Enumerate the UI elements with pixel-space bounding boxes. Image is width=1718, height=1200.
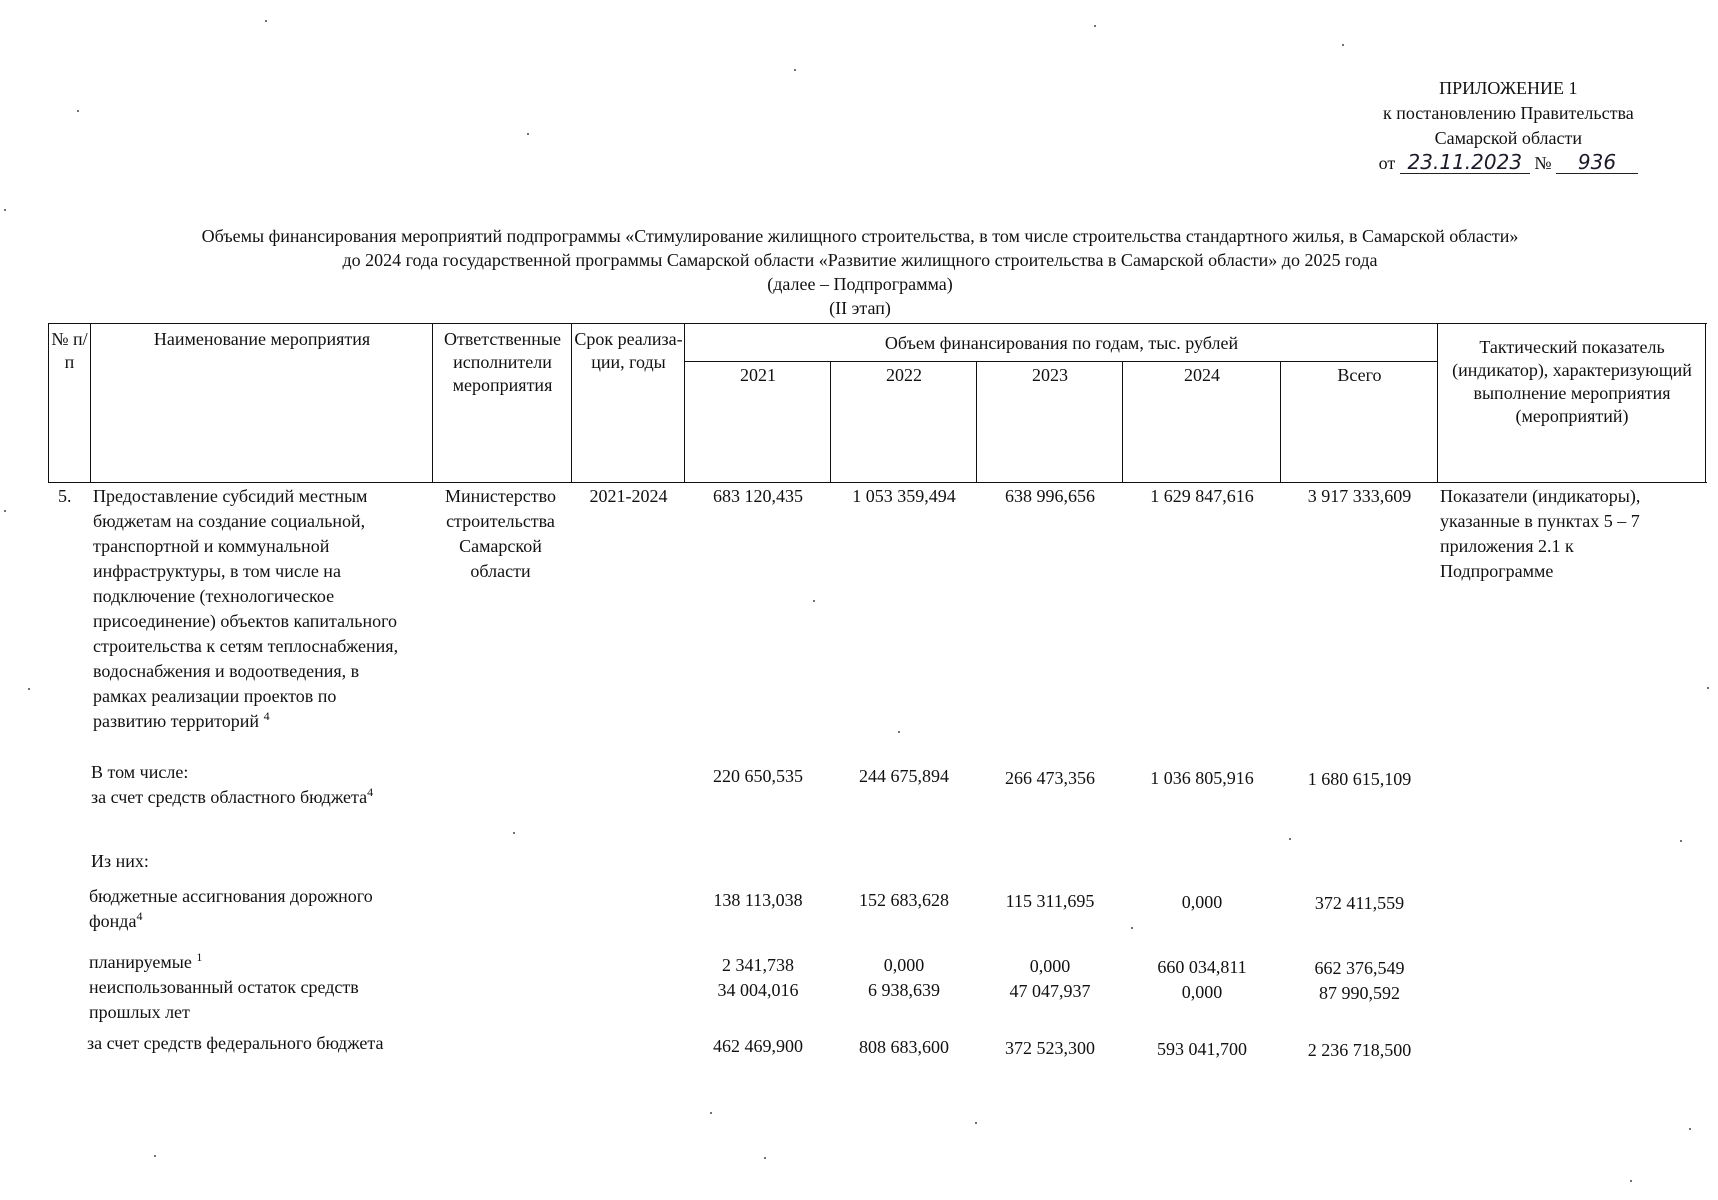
scan-speck [154,1155,156,1157]
value-2024: 660 034,811 [1157,957,1247,977]
value-2023: 115 311,695 [1005,891,1095,911]
footnote-mark: 4 [367,785,374,799]
value-2021: 683 120,435 [713,486,803,506]
row-executor: Министерство строительства Самарской области [445,486,556,581]
scan-speck [1094,25,1096,27]
scan-speck [1680,840,1682,842]
header-term: Срок реализа-ции, годы [574,329,683,372]
header-name: Наименование мероприятия [153,329,371,349]
scan-speck [527,133,529,135]
header-year-2023: 2023 [1032,365,1068,385]
value-total: 372 411,559 [1314,893,1405,913]
grid-line [684,361,1437,362]
footnote-mark: 4 [263,709,270,723]
grid-line [1122,361,1123,482]
regional-budget-text [91,785,409,810]
scan-speck [4,510,6,512]
value-2022: 808 683,600 [859,1037,949,1057]
grid-line [90,324,91,482]
value-total: 2 236 718,500 [1307,1040,1412,1060]
value-2021: 220 650,535 [713,766,803,786]
scan-speck [77,110,79,112]
road-fund-text: бюджетные ассигнования дорожного фонда [89,886,373,931]
value-2024: 593 041,700 [1157,1039,1247,1059]
value-total: 1 680 615,109 [1307,769,1412,789]
grid-line [1437,324,1438,482]
scan-speck [764,1157,766,1159]
scan-speck [1630,1180,1632,1182]
including-label: В том числе: [91,762,189,782]
header-year-2022: 2022 [886,365,922,385]
of-them-label: Из них: [91,851,149,871]
row-number: 5. [58,486,72,506]
title-line-1: Объемы финансирования мероприятий подпрограммы «Стимулирование жилищного строительства, в том числе строительства стандартного жилья, в Самарской области» [201,226,1519,246]
grid-line [571,324,572,482]
value-total: 662 376,549 [1314,958,1405,978]
footnote-mark: 4 [136,909,143,923]
value-2023: 47 047,937 [1009,981,1091,1001]
value-2024: 1 629 847,616 [1150,486,1254,506]
appendix-resolution: к постановлению Правительства [1382,103,1634,123]
header-num: № п/п [51,329,88,372]
scan-speck [710,1112,712,1114]
footnote-mark: 1 [196,950,203,964]
grid-line [684,324,685,482]
appendix-title: ПРИЛОЖЕНИЕ 1 [1439,78,1578,98]
value-total: 3 917 333,609 [1307,486,1412,506]
row-name-text: Предоставление субсидий местным бюджетам на создание социальной, транспортной и коммунальной инфраструктуры, в том числе на подключение (технологическое присоединение) объектов капитального строительства к сетям теплоснабжения, водоснабжения и водоотведения, в рамках реализации проектов по развитию территорий [93,486,399,731]
road-fund-label [89,884,419,934]
value-2024: 0,000 [1181,892,1223,912]
scan-speck [1689,1128,1691,1130]
value-2024: 0,000 [1181,982,1223,1002]
appendix-block [1379,76,1638,176]
from-label: от [1378,153,1396,173]
table-header [48,323,1707,483]
scan-speck [265,20,267,22]
header-financing: Объем финансирования по годам, тыс. рублей [884,333,1239,353]
value-2023: 266 473,356 [1005,768,1095,788]
title-line-2: до 2024 года государственной программы Самарской области «Развитие жилищного строительства в Самарской области» до 2025 года [342,250,1378,270]
scan-speck [28,688,30,690]
row-term: 2021-2024 [589,486,668,506]
title-line-4: (II этап) [829,298,891,318]
value-2023: 0,000 [1029,956,1071,976]
value-total: 87 990,592 [1319,983,1400,1003]
appendix-date-number-line [1379,151,1638,176]
handwritten-number: 936 [1556,151,1638,174]
header-year-2024: 2024 [1184,365,1220,385]
value-2021: 2 341,738 [722,955,794,975]
scan-speck [975,1122,977,1124]
header-executors: Ответственные исполнители мероприятия [444,329,561,395]
scan-speck [1342,44,1344,46]
scan-speck [898,731,900,733]
value-2021: 138 113,038 [713,890,803,910]
value-2021: 462 469,900 [713,1036,803,1056]
scan-speck [4,209,6,211]
number-label: № [1534,153,1552,173]
regional-budget-label [91,760,409,810]
scan-speck [1131,927,1133,929]
value-2023: 372 523,300 [1005,1038,1095,1058]
value-2021: 34 004,016 [717,980,799,1000]
value-2023: 638 996,656 [1005,486,1095,506]
row-indicator: Показатели (индикаторы), указанные в пунктах 5 – 7 приложения 2.1 к Подпрограмме [1440,486,1641,581]
scan-speck [1707,687,1709,689]
appendix-region: Самарской области [1434,128,1583,148]
federal-budget-label: за счет средств федерального бюджета [87,1033,384,1053]
scan-speck [1289,838,1291,840]
scan-speck [794,69,796,71]
header-indicator: Тактический показатель (индикатор), характеризующий выполнение мероприятия (мероприятий) [1452,337,1692,426]
handwritten-date: 23.11.2023 [1400,151,1530,174]
scan-speck [513,832,515,834]
unused-balance-label: неиспользованный остаток средств прошлых лет [89,977,359,1022]
grid-line [976,361,977,482]
regional-budget-caption: за счет средств областного бюджета [91,787,368,807]
header-year-2021: 2021 [740,365,776,385]
value-2022: 152 683,628 [859,890,949,910]
value-2022: 244 675,894 [859,766,949,786]
value-2024: 1 036 805,916 [1150,768,1254,788]
scan-speck [813,600,815,602]
grid-line [1280,361,1281,482]
title-line-3: (далее – Подпрограмма) [767,274,953,294]
grid-line [1705,324,1706,482]
header-total: Всего [1337,365,1382,385]
value-2022: 1 053 359,494 [852,486,956,506]
value-2022: 0,000 [883,955,925,975]
grid-line [432,324,433,482]
document-title [60,224,1660,320]
planned-label [89,950,202,975]
planned-text: планируемые [89,952,192,972]
row-name [93,484,411,734]
grid-line [830,361,831,482]
value-2022: 6 938,639 [868,980,940,1000]
